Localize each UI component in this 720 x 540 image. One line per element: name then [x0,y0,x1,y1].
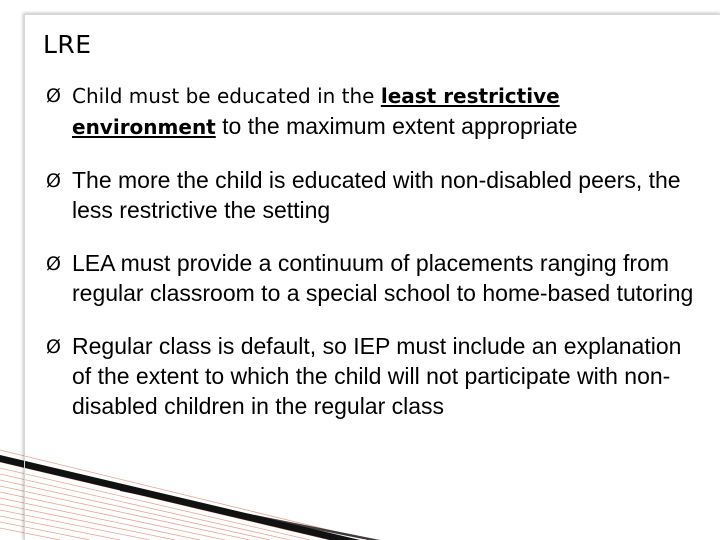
arrow-bullet-icon: Ø [46,253,61,275]
bullet-text-pre: Child must be educated in the [72,84,381,108]
arrow-bullet-icon: Ø [46,336,61,358]
bullet-text: Regular class is default, so IEP must include an explanation of the extent to which the child will not participate with non-disabled children in the regular class [72,333,682,419]
emphasis-least-restrictive: least restrictive [380,84,560,108]
bullet-item [46,331,706,421]
bullet-list [46,80,706,444]
bullet-text: The more the child is educated with non-disabled peers, the less restrictive the setting [72,167,681,223]
bullet-text-post: to the maximum extent appropriate [215,113,578,139]
slide-title: LRE [43,30,92,59]
bullet-item [46,248,706,308]
bullet-text: LEA must provide a continuum of placements ranging from regular classroom to a special school to home-based tutoring [72,250,694,306]
emphasis-environment: environment [72,115,216,139]
arrow-bullet-icon: Ø [46,85,61,107]
bullet-item [46,80,706,142]
arrow-bullet-icon: Ø [46,170,61,192]
bullet-item [46,165,706,225]
